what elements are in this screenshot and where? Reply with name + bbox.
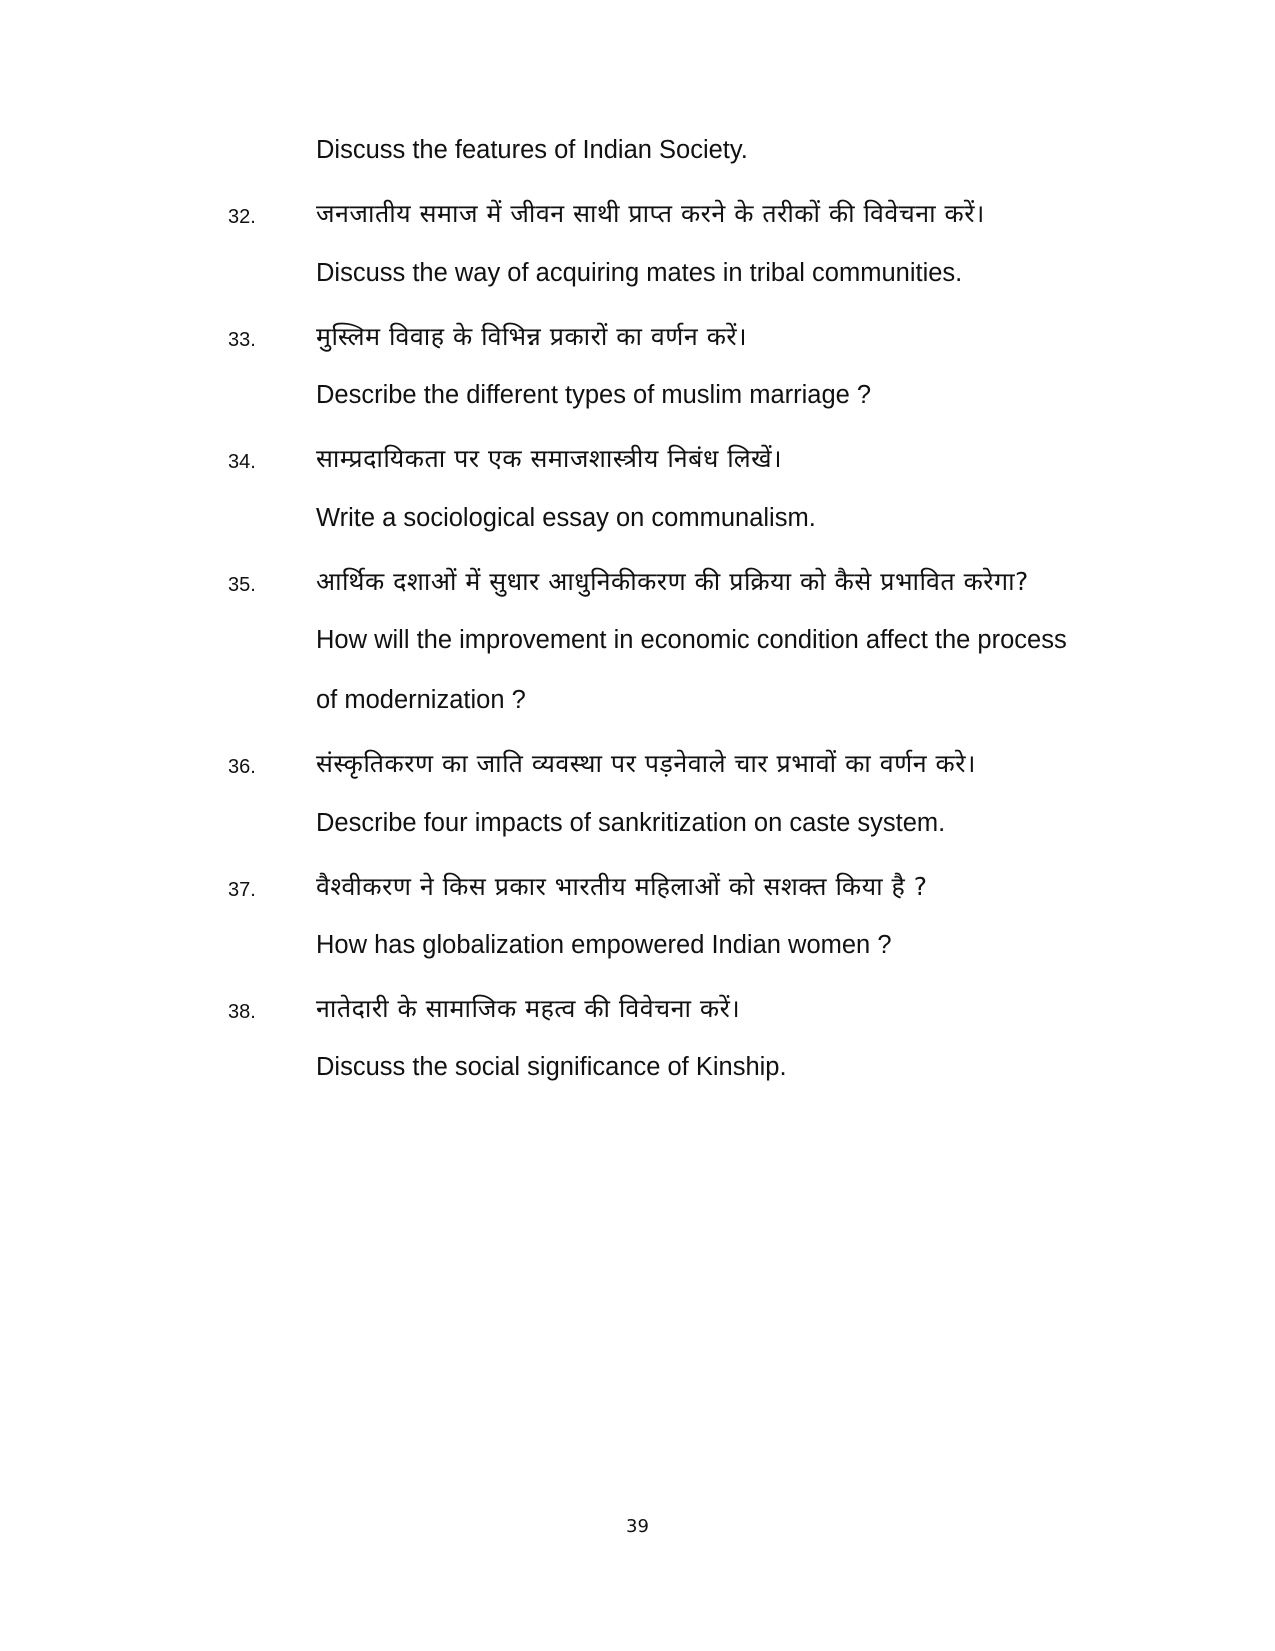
- lead-english-line: [0, 136, 1275, 176]
- question-32-hindi-line: [0, 196, 1275, 236]
- question-english-text: Describe four impacts of sankritization on caste system.: [316, 809, 946, 837]
- question-hindi-text: साम्प्रदायिकता पर एक समाजशास्त्रीय निबंध लिखें।: [316, 444, 783, 473]
- question-36-hindi-line: [0, 746, 1275, 786]
- question-number: 37.: [228, 879, 256, 901]
- question-37-english-line: [0, 931, 1275, 971]
- question-35-english-line-1: [0, 626, 1275, 666]
- question-english-text: Write a sociological essay on communalism.: [316, 504, 816, 532]
- question-36-english-line: [0, 809, 1275, 849]
- question-35-hindi-line: [0, 564, 1275, 604]
- question-34-english-line: [0, 504, 1275, 544]
- question-number: 34.: [228, 451, 256, 473]
- question-number: 38.: [228, 1001, 256, 1023]
- question-hindi-text: नातेदारी के सामाजिक महत्व की विवेचना करें।: [316, 994, 741, 1023]
- question-34-hindi-line: [0, 441, 1275, 481]
- question-38-hindi-line: [0, 991, 1275, 1031]
- question-hindi-text: मुस्लिम विवाह के विभिन्न प्रकारों का वर्णन करें।: [316, 322, 748, 351]
- page-number: 39: [626, 1516, 649, 1537]
- question-hindi-text: संस्कृतिकरण का जाति व्यवस्था पर पड़नेवाले चार प्रभावों का वर्णन करे।: [316, 749, 976, 778]
- question-number: 35.: [228, 574, 256, 596]
- question-32-english-line: [0, 259, 1275, 299]
- question-english-text: of modernization ?: [316, 686, 526, 714]
- question-35-english-line-2: [0, 686, 1275, 726]
- question-english-text: Discuss the way of acquiring mates in tribal communities.: [316, 259, 963, 287]
- question-33-hindi-line: [0, 319, 1275, 359]
- question-number: 33.: [228, 329, 256, 351]
- question-hindi-text: आर्थिक दशाओं में सुधार आधुनिकीकरण की प्रक्रिया को कैसे प्रभावित करेगा?: [316, 567, 1029, 596]
- question-number: 32.: [228, 206, 256, 228]
- question-english-text: How has globalization empowered Indian women ?: [316, 931, 892, 959]
- question-37-hindi-line: [0, 869, 1275, 909]
- question-english-text: Describe the different types of muslim marriage ?: [316, 381, 872, 409]
- question-number: 36.: [228, 756, 256, 778]
- question-english-text: Discuss the social significance of Kinship.: [316, 1053, 787, 1081]
- question-38-english-line: [0, 1053, 1275, 1093]
- lead-english-text: Discuss the features of Indian Society.: [316, 136, 748, 164]
- question-33-english-line: [0, 381, 1275, 421]
- question-english-text: How will the improvement in economic condition affect the process: [316, 626, 1067, 654]
- question-hindi-text: वैश्वीकरण ने किस प्रकार भारतीय महिलाओं को सशक्त किया है ?: [316, 872, 928, 901]
- question-hindi-text: जनजातीय समाज में जीवन साथी प्राप्त करने के तरीकों की विवेचना करें।: [316, 199, 985, 228]
